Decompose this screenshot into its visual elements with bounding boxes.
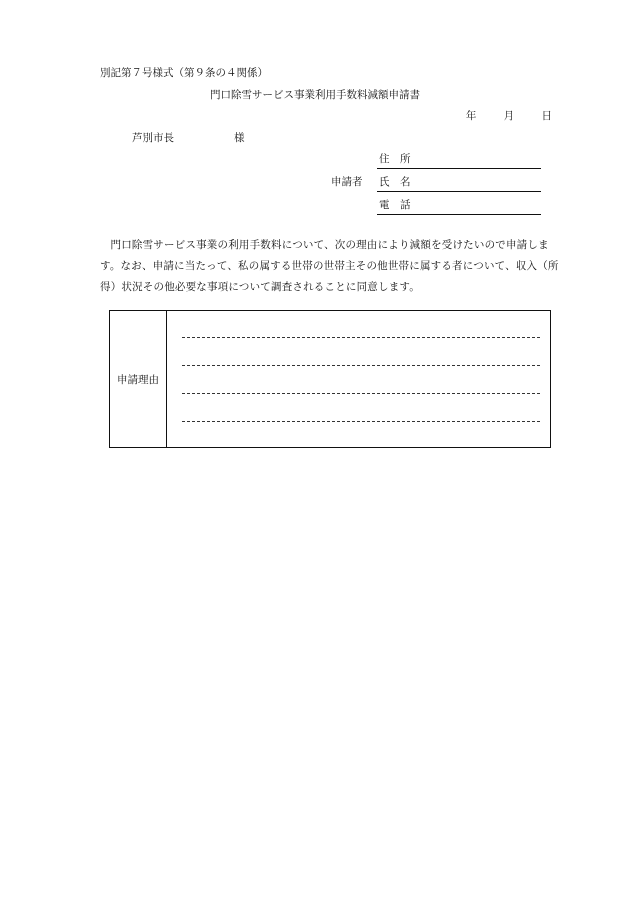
- reason-header: 申請理由: [110, 311, 167, 447]
- name-label: 氏 名: [379, 176, 411, 188]
- day-label: 日: [541, 110, 552, 122]
- phone-label: 電 話: [379, 199, 411, 211]
- phone-field[interactable]: [377, 200, 541, 215]
- reason-line[interactable]: [182, 365, 540, 366]
- reason-line[interactable]: [182, 393, 540, 394]
- addressee: [132, 133, 245, 144]
- reason-line[interactable]: [182, 337, 540, 338]
- form-number-label: 別記第７号様式（第９条の４関係）: [100, 67, 268, 79]
- date-row: [442, 111, 552, 122]
- addressee-name: 芦別市長: [132, 132, 174, 144]
- address-label: 住 所: [379, 153, 411, 165]
- year-label: 年: [465, 110, 477, 122]
- month-label: 月: [503, 110, 515, 122]
- reason-line[interactable]: [182, 421, 540, 422]
- applicant-label: 申請者: [331, 176, 363, 188]
- name-field[interactable]: [377, 177, 541, 192]
- document-title: 門口除雪サービス事業利用手数料減額申請書: [210, 89, 420, 101]
- address-field[interactable]: [377, 154, 541, 169]
- consent-paragraph: 門口除雪サービス事業の利用手数料について、次の理由により減額を受けたいので申請します。なお、申請に当たって、私の属する世帯の世帯主その他世帯に属する者について、収入（所得）状況その他必要な事項について調査されることに同意します。: [100, 239, 559, 293]
- reason-table: [109, 310, 551, 448]
- addressee-honorific: 様: [234, 132, 245, 144]
